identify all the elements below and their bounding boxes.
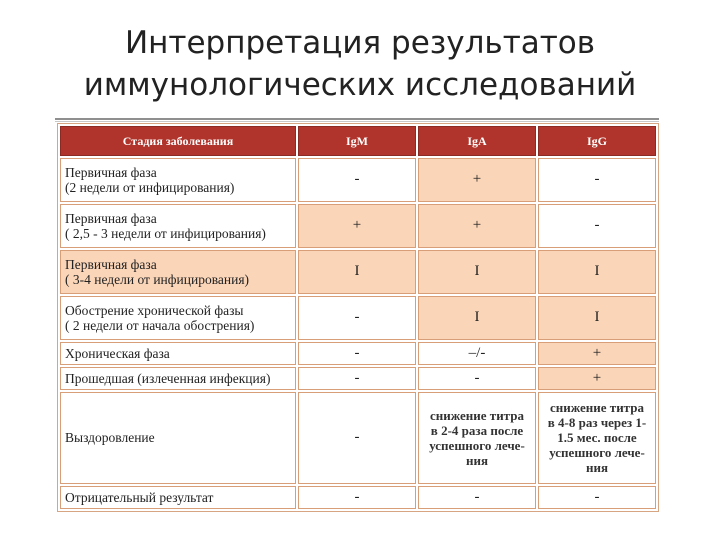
iga-cell: I — [418, 296, 536, 340]
header-iga: IgA — [418, 126, 536, 156]
iga-cell: - — [418, 367, 536, 390]
iga-cell: - — [418, 486, 536, 509]
table-row — [60, 296, 656, 340]
header-stage: Стадия заболевания — [60, 126, 296, 156]
stage-cell: Отрицательный результат — [60, 486, 296, 509]
igm-cell: I — [298, 250, 416, 294]
header-igg: IgG — [538, 126, 656, 156]
igg-cell: - — [538, 158, 656, 202]
igg-cell: - — [538, 204, 656, 248]
igg-cell: I — [538, 250, 656, 294]
iga-cell: I — [418, 250, 536, 294]
title-line-2: иммунологических исследований — [83, 67, 637, 103]
title-divider-shadow — [55, 121, 659, 122]
stage-cell: Первичная фаза (2 недели от инфицирования) — [60, 158, 296, 202]
results-table — [57, 123, 659, 512]
table-row — [60, 367, 656, 390]
stage-cell: Выздоровление — [60, 392, 296, 484]
stage-cell: Обострение хронической фазы ( 2 недели от начала обострения) — [60, 296, 296, 340]
table-row — [60, 158, 656, 202]
igm-cell: - — [298, 342, 416, 365]
iga-cell: снижение титра в 2-4 раза после успешного лече- ния — [418, 392, 536, 484]
page-title — [0, 22, 720, 106]
stage-cell: Прошедшая (излеченная инфекция) — [60, 367, 296, 390]
igm-cell: - — [298, 486, 416, 509]
igm-cell: - — [298, 392, 416, 484]
title-line-1: Интерпретация результатов — [124, 25, 596, 61]
table-header-row — [60, 126, 656, 156]
iga-cell: + — [418, 204, 536, 248]
iga-cell: –/- — [418, 342, 536, 365]
stage-cell: Первичная фаза ( 2,5 - 3 недели от инфицирования) — [60, 204, 296, 248]
table-row — [60, 392, 656, 484]
igg-cell: - — [538, 486, 656, 509]
header-igm: IgM — [298, 126, 416, 156]
table-row — [60, 342, 656, 365]
igg-cell: + — [538, 342, 656, 365]
table-row — [60, 250, 656, 294]
stage-cell: Первичная фаза ( 3-4 недели от инфицирования) — [60, 250, 296, 294]
stage-cell: Хроническая фаза — [60, 342, 296, 365]
igg-cell: I — [538, 296, 656, 340]
igm-cell: + — [298, 204, 416, 248]
table-row — [60, 486, 656, 509]
iga-cell: + — [418, 158, 536, 202]
igm-cell: - — [298, 367, 416, 390]
igg-cell: + — [538, 367, 656, 390]
igm-cell: - — [298, 296, 416, 340]
igg-cell: снижение титра в 4-8 раз через 1- 1.5 мес. после успешного лече- ния — [538, 392, 656, 484]
table-row — [60, 204, 656, 248]
title-divider — [55, 118, 659, 120]
igm-cell: - — [298, 158, 416, 202]
